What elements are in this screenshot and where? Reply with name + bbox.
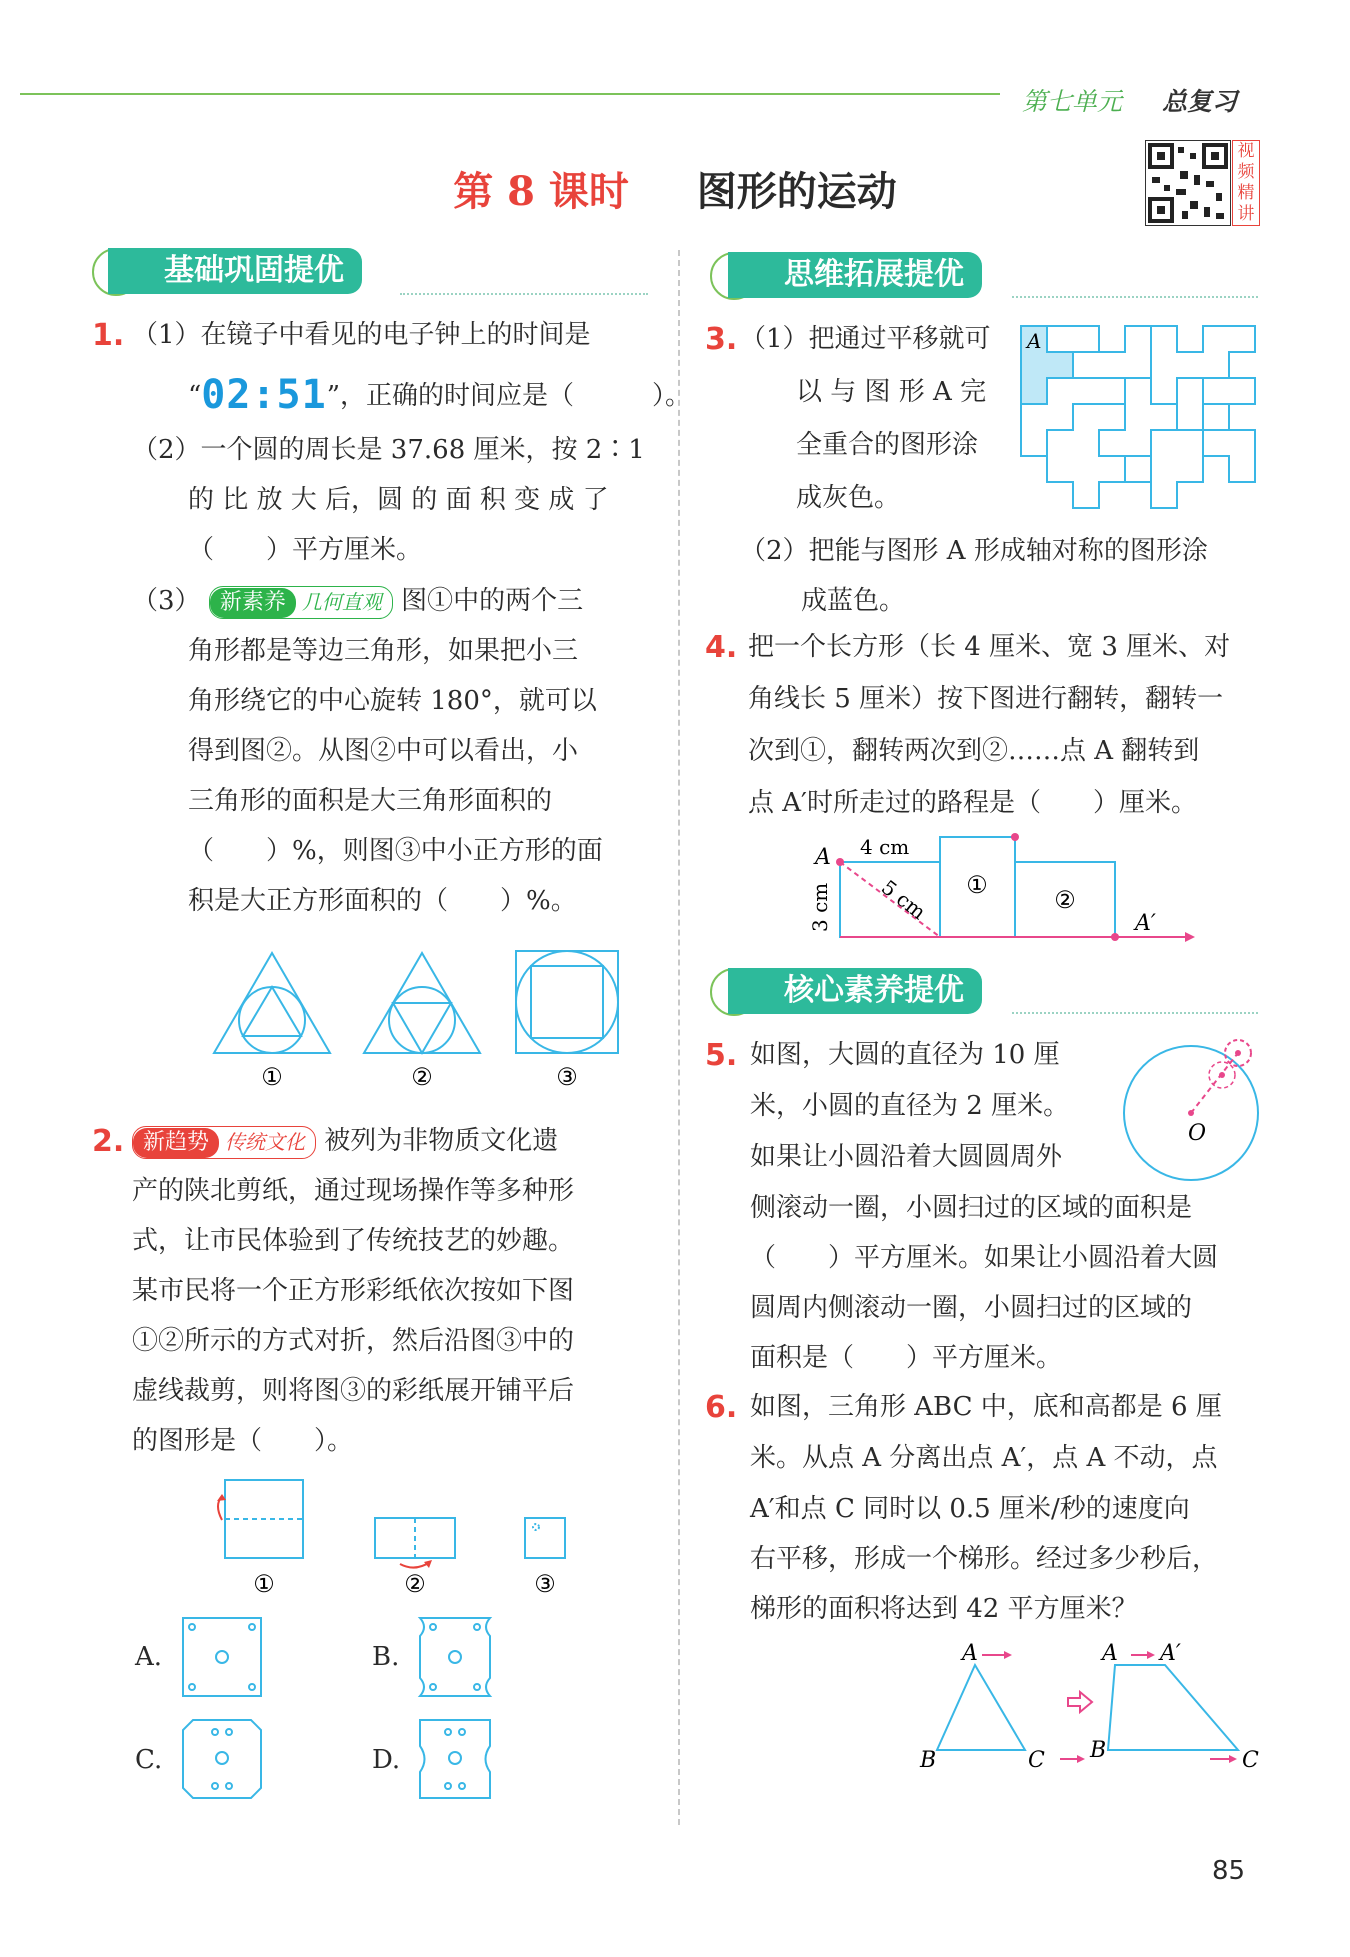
q6-line1: 如图，三角形 ABC 中，底和高都是 6 厘 (750, 1392, 1222, 1422)
fold-step3-square (525, 1518, 565, 1558)
figure-label: ③ (556, 1063, 578, 1091)
page-number: 85 (1212, 1856, 1246, 1886)
q5-line1: 如图，大圆的直径为 10 厘 (750, 1040, 1060, 1070)
q2-answer-options (175, 1612, 515, 1812)
diagonal-label: 5 cm (876, 875, 931, 925)
q5-line5: （ ）平方厘米。如果让小圆沿着大圆 (750, 1243, 1219, 1273)
q2-line2: 产的陕北剪纸，通过现场操作等多种形 (132, 1176, 575, 1206)
figure-label: ③ (534, 1570, 556, 1598)
point-c-label: C (1028, 1748, 1045, 1773)
qr-code-icon[interactable] (1145, 140, 1231, 226)
section-rule (1012, 1012, 1258, 1014)
new-trend-tag: 新趋势 传统文化 (132, 1126, 316, 1159)
point-a-prime-label: A′ (1160, 1641, 1181, 1666)
q3-part1-line4: 成灰色。 (796, 483, 901, 513)
q2-line1: 新趋势 传统文化 被列为非物质文化遗 (132, 1116, 558, 1166)
q2-line6: 虚线裁剪，则将图③的彩纸展开铺平后 (132, 1376, 575, 1406)
q3-part2-line1: （2）把能与图形 A 形成轴对称的图形涂 (740, 536, 1208, 566)
review-label: 总复习 (1162, 87, 1238, 116)
option-a-label[interactable]: A. (135, 1642, 163, 1672)
q5-line4: 侧滚动一圈，小圆扫过的区域的面积是 (750, 1193, 1193, 1223)
position1-label: ① (966, 871, 988, 899)
width-label: 3 cm (808, 882, 832, 932)
q4-line1: 把一个长方形（长 4 厘米、宽 3 厘米、对 (748, 632, 1231, 662)
option-d-figure (420, 1720, 490, 1798)
q3-grid-figure[interactable] (1018, 318, 1262, 512)
figure3-small-square (531, 966, 603, 1038)
header-rule (20, 93, 1000, 95)
q1-part2-line3: （ ）平方厘米。 (188, 535, 423, 565)
transform-arrow-icon (1068, 1692, 1092, 1712)
q1-part2-line2: 的 比 放 大 后，圆 的 面 积 变 成 了 (188, 485, 609, 515)
position2-label: ② (1054, 886, 1076, 914)
q3-part2-line2: 成蓝色。 (801, 586, 906, 616)
q4-line2: 角线长 5 厘米）按下图进行翻转，翻转一 (748, 684, 1224, 714)
q2-line5: ①②所示的方式对折，然后沿图③中的 (132, 1326, 575, 1356)
lesson-topic: 图形的运动 (696, 168, 897, 215)
q3-part1-line1: （1）把通过平移就可 (740, 324, 991, 354)
q1-part3-line1: （3） 新素养 几何直观 图①中的两个三 (132, 576, 583, 626)
length-label: 4 cm (860, 835, 910, 859)
point-c-label: C (1242, 1748, 1259, 1773)
q5-line3: 如果让小圆沿着大圆圆周外 (750, 1142, 1063, 1172)
q1-part3-line3: 角形绕它的中心旋转 180°，就可以 (188, 686, 597, 716)
q2-line3: 式，让市民体验到了传统技艺的妙趣。 (132, 1226, 575, 1256)
qr-label: 视频精讲 (1232, 140, 1260, 226)
option-c-label[interactable]: C. (135, 1745, 163, 1775)
option-a-figure (183, 1618, 261, 1696)
shape-a-label: A (1027, 329, 1042, 353)
question-number: 2. (92, 1124, 125, 1159)
q1-part3-line4: 得到图②。从图②中可以看出，小 (188, 736, 579, 766)
section-core: 核心素养提优 (728, 968, 982, 1014)
q3-part1-line2: 以 与 图 形 A 完 (796, 377, 987, 407)
trapezoid (1108, 1665, 1238, 1750)
figure-label: ② (404, 1570, 426, 1598)
figure-label: ② (411, 1063, 433, 1091)
q1-figures (200, 945, 640, 1095)
figure-label: ① (261, 1063, 283, 1091)
q6-line2: 米。从点 A 分离出点 A′，点 A 不动，点 (750, 1443, 1218, 1473)
option-b-label[interactable]: B. (372, 1642, 400, 1672)
figure-label: ① (253, 1570, 275, 1598)
q1-part3-line7: 积是大正方形面积的（ ）%。 (188, 886, 577, 916)
section-basic: 基础巩固提优 (108, 248, 362, 294)
section-thinking: 思维拓展提优 (728, 252, 982, 298)
q1-part3-line6: （ ）%，则图③中小正方形的面 (188, 836, 603, 866)
q5-line2: 米，小圆的直径为 2 厘米。 (750, 1091, 1070, 1121)
q1-part3-line5: 三角形的面积是大三角形面积的 (188, 786, 553, 816)
q2-folding-figures (200, 1470, 600, 1600)
q2-line7: 的图形是（ ）。 (132, 1426, 354, 1456)
option-b-figure (420, 1618, 490, 1696)
point-a-label: A (962, 1641, 978, 1666)
question-number: 3. (705, 322, 738, 357)
new-literacy-tag: 新素养 几何直观 (209, 586, 393, 619)
q1-part1-line2: “02:51”，正确的时间应是（ ）。 (188, 372, 692, 418)
q5-line7: 面积是（ ）平方厘米。 (750, 1343, 1063, 1373)
column-divider (678, 250, 680, 1825)
q5-circles-figure (1118, 1030, 1268, 1190)
q6-line5: 梯形的面积将达到 42 平方厘米？ (750, 1594, 1138, 1624)
q4-line3: 次到①，翻转两次到②……点 A 翻转到 (748, 736, 1200, 766)
center-label: O (1188, 1121, 1207, 1146)
triangle-abc (937, 1665, 1025, 1750)
figure2-circle (389, 987, 455, 1053)
question-number: 4. (705, 630, 738, 665)
point-a-prime-label: A′ (1135, 911, 1156, 936)
q1-part2-line1: （2）一个圆的周长是 37.68 厘米，按 2∶1 (132, 435, 645, 465)
q4-rolling-rectangle (805, 830, 1205, 950)
point-a-label: A (1102, 1641, 1118, 1666)
question-number: 5. (705, 1038, 738, 1073)
question-number: 6. (705, 1390, 738, 1425)
question-number: 1. (92, 318, 125, 353)
q2-line4: 某市民将一个正方形彩纸依次按如下图 (132, 1276, 575, 1306)
q3-part1-line3: 全重合的图形涂 (796, 430, 979, 460)
q4-line4: 点 A′时所走过的路程是（ ）厘米。 (748, 788, 1197, 818)
section-rule (400, 293, 648, 295)
q6-line4: 右平移，形成一个梯形。经过多少秒后， (750, 1544, 1219, 1574)
section-rule (1012, 296, 1258, 298)
digital-clock-display: 02:51 (201, 372, 327, 418)
q1-part1-line1: （1）在镜子中看见的电子钟上的时间是 (132, 320, 591, 350)
point-b-label: B (1090, 1738, 1107, 1763)
q6-triangle-trapezoid (910, 1640, 1270, 1780)
point-b-label: B (920, 1748, 937, 1773)
option-d-label[interactable]: D. (372, 1745, 401, 1775)
figure1-circle (239, 987, 305, 1053)
q1-part3-line2: 角形都是等边三角形，如果把小三 (188, 636, 579, 666)
point-a-label: A (815, 845, 831, 870)
unit-label: 第七单元 (1022, 87, 1123, 116)
option-c-figure (183, 1720, 261, 1798)
q5-line6: 圆周内侧滚动一圈，小圆扫过的区域的 (750, 1293, 1193, 1323)
lesson-number: 第 8 课时 (453, 168, 629, 215)
q6-line3: A′和点 C 同时以 0.5 厘米/秒的速度向 (750, 1494, 1190, 1524)
figure1-big-triangle (214, 953, 330, 1053)
